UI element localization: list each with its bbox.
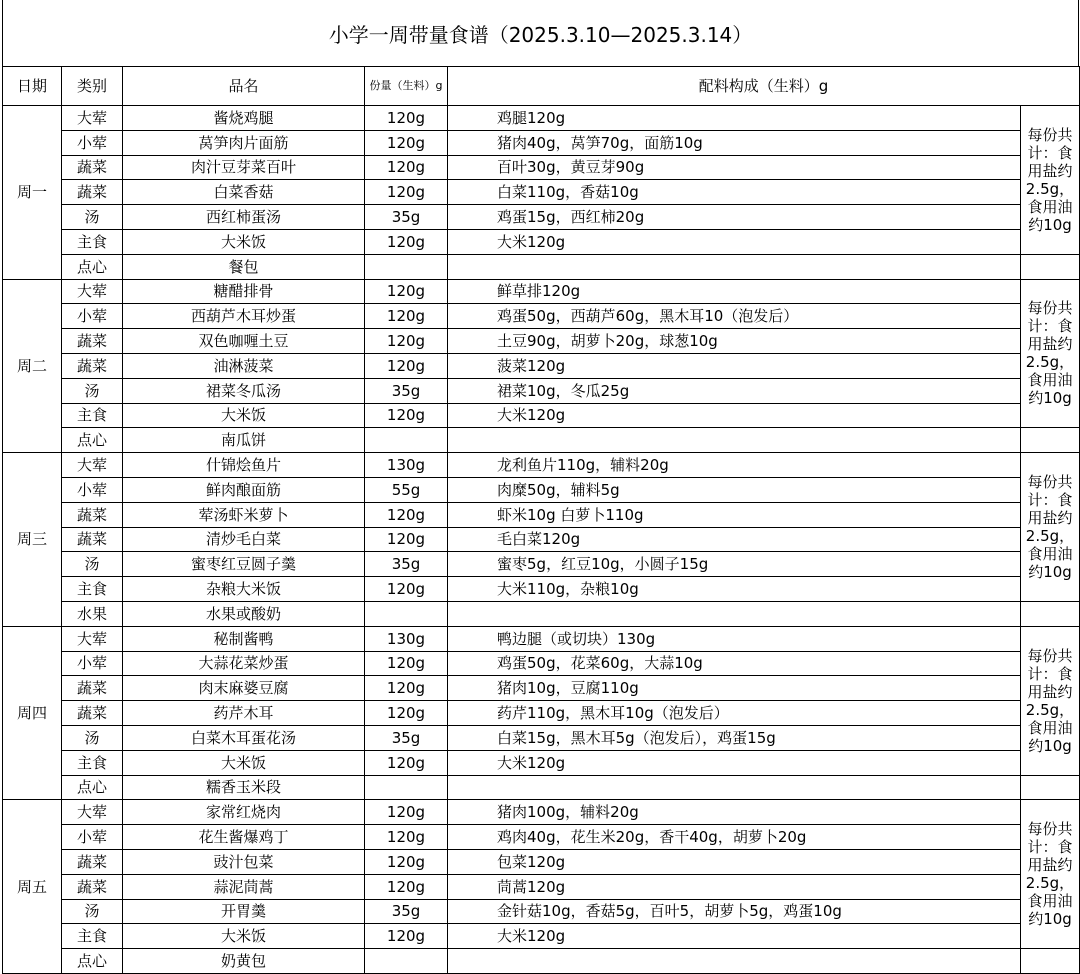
table-row: [3, 329, 1080, 354]
ingredients-cell: 鸡蛋50g，花菜60g，大蒜10g: [448, 651, 1021, 676]
category-cell: 大荤: [62, 106, 123, 131]
dish-name-cell: 什锦烩鱼片: [123, 453, 365, 478]
portion-cell: 120g: [365, 527, 448, 552]
portion-cell: 130g: [365, 453, 448, 478]
table-row: [3, 205, 1080, 230]
header-ingredients: 配料构成（生料）g: [448, 67, 1080, 106]
note-blank-cell: [1021, 428, 1080, 453]
ingredients-cell: 猪肉40g，莴笋70g，面筋10g: [448, 130, 1021, 155]
category-cell: 汤: [62, 899, 123, 924]
note-blank-cell: [1021, 254, 1080, 279]
ingredients-cell: 大米120g: [448, 924, 1021, 949]
category-cell: 蔬菜: [62, 701, 123, 726]
portion-cell: 120g: [365, 577, 448, 602]
portion-cell: [365, 254, 448, 279]
category-cell: 汤: [62, 725, 123, 750]
dish-name-cell: 餐包: [123, 254, 365, 279]
ingredients-cell: 猪肉100g，辅料20g: [448, 800, 1021, 825]
dish-name-cell: 花生酱爆鸡丁: [123, 825, 365, 850]
dish-name-cell: 大米饭: [123, 750, 365, 775]
portion-cell: 35g: [365, 552, 448, 577]
page-title: 小学一周带量食谱（2025.3.10—2025.3.14）: [2, 0, 1079, 66]
note-blank-cell: [1021, 601, 1080, 626]
ingredients-cell: 龙利鱼片110g，辅料20g: [448, 453, 1021, 478]
portion-cell: 120g: [365, 279, 448, 304]
portion-cell: 120g: [365, 155, 448, 180]
day-label: 周一: [3, 106, 62, 280]
table-row: [3, 229, 1080, 254]
category-cell: 点心: [62, 949, 123, 974]
ingredients-cell: 白菜15g，黑木耳5g（泡发后），鸡蛋15g: [448, 725, 1021, 750]
dish-name-cell: 药芹木耳: [123, 701, 365, 726]
ingredients-cell: 大米120g: [448, 229, 1021, 254]
dish-name-cell: 大蒜花菜炒蛋: [123, 651, 365, 676]
nutrition-note: 每份共计：食用盐约2.5g，食用油约10g: [1021, 279, 1080, 428]
ingredients-cell: 鸭边腿（或切块）130g: [448, 626, 1021, 651]
category-cell: 点心: [62, 775, 123, 800]
category-cell: 主食: [62, 750, 123, 775]
category-cell: 点心: [62, 428, 123, 453]
portion-cell: 35g: [365, 725, 448, 750]
ingredients-cell: 猪肉10g，豆腐110g: [448, 676, 1021, 701]
ingredients-cell: 白菜110g，香菇10g: [448, 180, 1021, 205]
ingredients-cell: 菠菜120g: [448, 353, 1021, 378]
ingredients-cell: [448, 949, 1021, 974]
table-row: [3, 601, 1080, 626]
portion-cell: [365, 949, 448, 974]
category-cell: 蔬菜: [62, 527, 123, 552]
dish-name-cell: 大米饭: [123, 229, 365, 254]
dish-name-cell: 白菜香菇: [123, 180, 365, 205]
dish-name-cell: 秘制酱鸭: [123, 626, 365, 651]
category-cell: 小荤: [62, 651, 123, 676]
dish-name-cell: 大米饭: [123, 924, 365, 949]
day-label: 周五: [3, 800, 62, 974]
category-cell: 汤: [62, 378, 123, 403]
header-date: 日期: [3, 67, 62, 106]
category-cell: 蔬菜: [62, 874, 123, 899]
dish-name-cell: 糖醋排骨: [123, 279, 365, 304]
dish-name-cell: 肉末麻婆豆腐: [123, 676, 365, 701]
ingredients-cell: [448, 775, 1021, 800]
portion-cell: 120g: [365, 106, 448, 131]
ingredients-cell: 土豆90g，胡萝卜20g，球葱10g: [448, 329, 1021, 354]
dish-name-cell: 裙菜冬瓜汤: [123, 378, 365, 403]
ingredients-cell: 大米120g: [448, 750, 1021, 775]
portion-cell: 120g: [365, 130, 448, 155]
category-cell: 大荤: [62, 453, 123, 478]
category-cell: 蔬菜: [62, 502, 123, 527]
portion-cell: 120g: [365, 329, 448, 354]
menu-table: [2, 66, 1080, 974]
table-row: [3, 477, 1080, 502]
menu-sheet: [2, 0, 1079, 970]
portion-cell: 35g: [365, 378, 448, 403]
dish-name-cell: 酱烧鸡腿: [123, 106, 365, 131]
table-row: [3, 725, 1080, 750]
category-cell: 点心: [62, 254, 123, 279]
dish-name-cell: 西葫芦木耳炒蛋: [123, 304, 365, 329]
portion-cell: 35g: [365, 205, 448, 230]
dish-name-cell: 豉汁包菜: [123, 849, 365, 874]
dish-name-cell: 肉汁豆芽菜百叶: [123, 155, 365, 180]
table-row: [3, 106, 1080, 131]
table-row: [3, 279, 1080, 304]
table-row: [3, 676, 1080, 701]
table-row: [3, 651, 1080, 676]
ingredients-cell: [448, 254, 1021, 279]
category-cell: 汤: [62, 552, 123, 577]
nutrition-note: 每份共计：食用盐约2.5g，食用油约10g: [1021, 800, 1080, 949]
portion-cell: 55g: [365, 477, 448, 502]
dish-name-cell: 奶黄包: [123, 949, 365, 974]
ingredients-cell: 包菜120g: [448, 849, 1021, 874]
day-label: 周三: [3, 453, 62, 627]
table-row: [3, 453, 1080, 478]
category-cell: 蔬菜: [62, 155, 123, 180]
header-category: 类别: [62, 67, 123, 106]
category-cell: 主食: [62, 577, 123, 602]
ingredients-cell: 鸡肉40g，花生米20g，香干40g，胡萝卜20g: [448, 825, 1021, 850]
portion-cell: 120g: [365, 353, 448, 378]
table-row: [3, 626, 1080, 651]
dish-name-cell: 西红柿蛋汤: [123, 205, 365, 230]
table-row: [3, 701, 1080, 726]
portion-cell: 120g: [365, 502, 448, 527]
table-row: [3, 155, 1080, 180]
table-row: [3, 502, 1080, 527]
category-cell: 主食: [62, 924, 123, 949]
portion-cell: [365, 428, 448, 453]
table-row: [3, 849, 1080, 874]
portion-cell: 120g: [365, 874, 448, 899]
category-cell: 蔬菜: [62, 180, 123, 205]
dish-name-cell: 家常红烧肉: [123, 800, 365, 825]
menu-body: [3, 106, 1080, 974]
table-row: [3, 899, 1080, 924]
dish-name-cell: 荤汤虾米萝卜: [123, 502, 365, 527]
dish-name-cell: 糯香玉米段: [123, 775, 365, 800]
table-row: [3, 924, 1080, 949]
ingredients-cell: 肉糜50g，辅料5g: [448, 477, 1021, 502]
nutrition-note: 每份共计：食用盐约2.5g，食用油约10g: [1021, 453, 1080, 602]
portion-cell: 35g: [365, 899, 448, 924]
ingredients-cell: [448, 601, 1021, 626]
ingredients-cell: [448, 428, 1021, 453]
table-row: [3, 403, 1080, 428]
ingredients-cell: 大米110g，杂粮10g: [448, 577, 1021, 602]
portion-cell: 130g: [365, 626, 448, 651]
header-dish: 品名: [123, 67, 365, 106]
ingredients-cell: 茼蒿120g: [448, 874, 1021, 899]
portion-cell: 120g: [365, 403, 448, 428]
ingredients-cell: 金针菇10g，香菇5g，百叶5，胡萝卜5g，鸡蛋10g: [448, 899, 1021, 924]
category-cell: 主食: [62, 229, 123, 254]
portion-cell: 120g: [365, 304, 448, 329]
portion-cell: [365, 775, 448, 800]
dish-name-cell: 双色咖喱土豆: [123, 329, 365, 354]
ingredients-cell: 毛白菜120g: [448, 527, 1021, 552]
table-row: [3, 874, 1080, 899]
table-row: [3, 800, 1080, 825]
ingredients-cell: 裙菜10g，冬瓜25g: [448, 378, 1021, 403]
table-row: [3, 552, 1080, 577]
header-row: [3, 67, 1080, 106]
table-row: [3, 180, 1080, 205]
note-blank-cell: [1021, 775, 1080, 800]
dish-name-cell: 鲜肉酿面筋: [123, 477, 365, 502]
portion-cell: 120g: [365, 924, 448, 949]
category-cell: 蔬菜: [62, 849, 123, 874]
dish-name-cell: 白菜木耳蛋花汤: [123, 725, 365, 750]
dish-name-cell: 大米饭: [123, 403, 365, 428]
table-row: [3, 428, 1080, 453]
portion-cell: 120g: [365, 676, 448, 701]
dish-name-cell: 南瓜饼: [123, 428, 365, 453]
table-row: [3, 254, 1080, 279]
portion-cell: 120g: [365, 825, 448, 850]
category-cell: 小荤: [62, 825, 123, 850]
portion-cell: 120g: [365, 849, 448, 874]
table-row: [3, 577, 1080, 602]
dish-name-cell: 清炒毛白菜: [123, 527, 365, 552]
note-blank-cell: [1021, 949, 1080, 974]
dish-name-cell: 开胃羹: [123, 899, 365, 924]
portion-cell: 120g: [365, 180, 448, 205]
portion-cell: 120g: [365, 229, 448, 254]
table-row: [3, 825, 1080, 850]
portion-cell: 120g: [365, 800, 448, 825]
category-cell: 主食: [62, 403, 123, 428]
day-label: 周四: [3, 626, 62, 800]
ingredients-cell: 虾米10g 白萝卜110g: [448, 502, 1021, 527]
dish-name-cell: 蒜泥茼蒿: [123, 874, 365, 899]
category-cell: 水果: [62, 601, 123, 626]
category-cell: 大荤: [62, 626, 123, 651]
ingredients-cell: 鸡蛋50g，西葫芦60g，黑木耳10（泡发后）: [448, 304, 1021, 329]
day-label: 周二: [3, 279, 62, 453]
category-cell: 蔬菜: [62, 676, 123, 701]
category-cell: 小荤: [62, 304, 123, 329]
category-cell: 汤: [62, 205, 123, 230]
portion-cell: 120g: [365, 750, 448, 775]
table-row: [3, 527, 1080, 552]
dish-name-cell: 油淋菠菜: [123, 353, 365, 378]
dish-name-cell: 水果或酸奶: [123, 601, 365, 626]
table-row: [3, 130, 1080, 155]
category-cell: 小荤: [62, 130, 123, 155]
category-cell: 大荤: [62, 800, 123, 825]
dish-name-cell: 杂粮大米饭: [123, 577, 365, 602]
ingredients-cell: 药芹110g，黑木耳10g（泡发后）: [448, 701, 1021, 726]
category-cell: 小荤: [62, 477, 123, 502]
nutrition-note: 每份共计：食用盐约2.5g，食用油约10g: [1021, 626, 1080, 775]
table-row: [3, 775, 1080, 800]
ingredients-cell: 鸡蛋15g，西红柿20g: [448, 205, 1021, 230]
header-portion: 份量（生料）g: [365, 67, 448, 106]
portion-cell: 120g: [365, 651, 448, 676]
dish-name-cell: 莴笋肉片面筋: [123, 130, 365, 155]
table-row: [3, 750, 1080, 775]
category-cell: 蔬菜: [62, 329, 123, 354]
ingredients-cell: 大米120g: [448, 403, 1021, 428]
nutrition-note: 每份共计：食用盐约2.5g，食用油约10g: [1021, 106, 1080, 255]
ingredients-cell: 鲜草排120g: [448, 279, 1021, 304]
table-row: [3, 353, 1080, 378]
portion-cell: 120g: [365, 701, 448, 726]
table-row: [3, 304, 1080, 329]
ingredients-cell: 鸡腿120g: [448, 106, 1021, 131]
category-cell: 大荤: [62, 279, 123, 304]
portion-cell: [365, 601, 448, 626]
dish-name-cell: 蜜枣红豆圆子羹: [123, 552, 365, 577]
ingredients-cell: 百叶30g，黄豆芽90g: [448, 155, 1021, 180]
ingredients-cell: 蜜枣5g，红豆10g，小圆子15g: [448, 552, 1021, 577]
category-cell: 蔬菜: [62, 353, 123, 378]
table-row: [3, 378, 1080, 403]
table-row: [3, 949, 1080, 974]
